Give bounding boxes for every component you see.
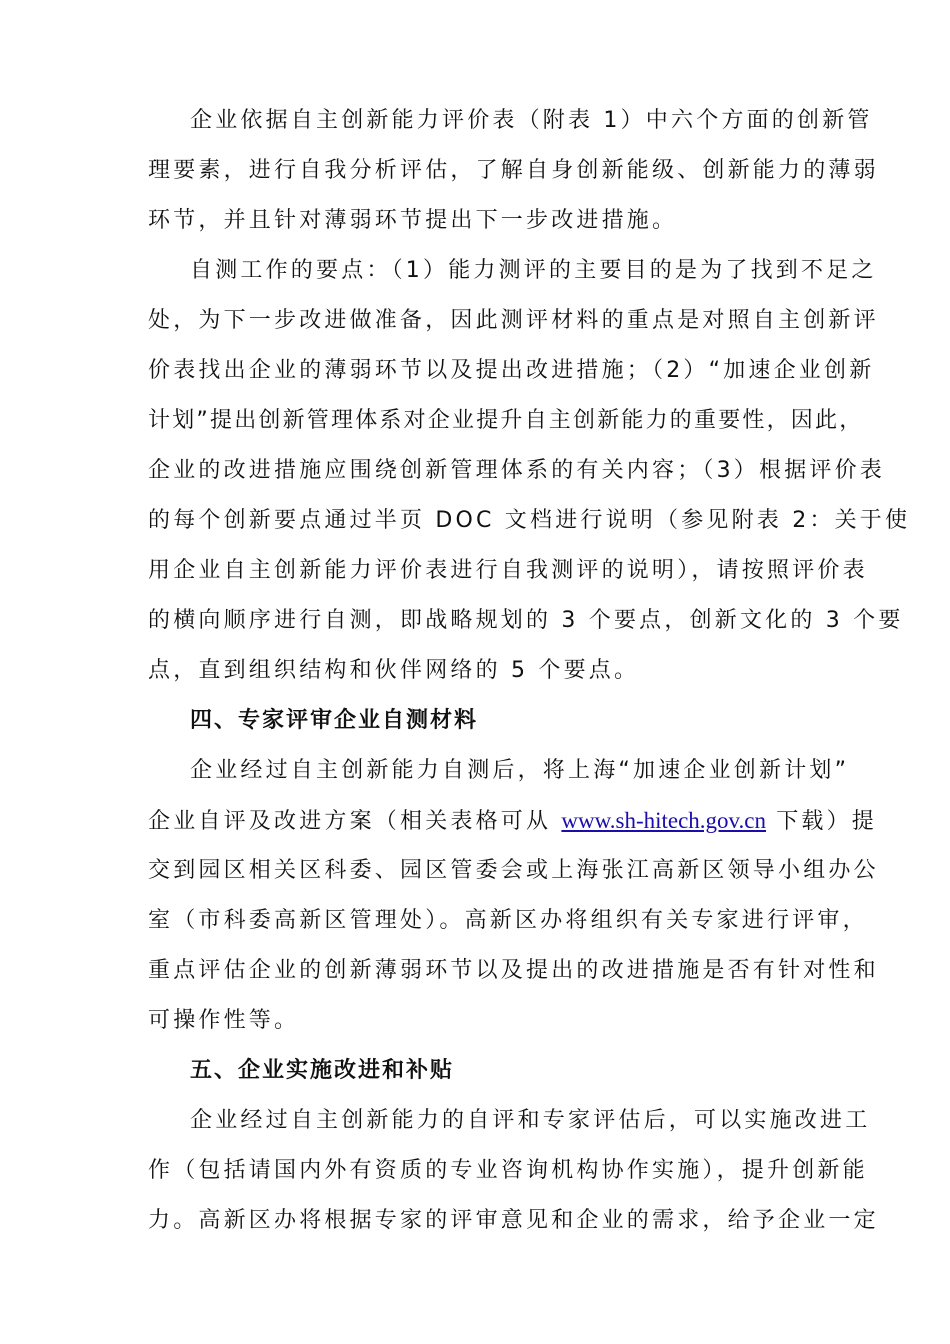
section-5-line-1: 企业经过自主创新能力的自评和专家评估后，可以实施改进工	[190, 1108, 871, 1133]
section-5-line-2: 作（包括请国内外有资质的专业咨询机构协作实施），提升创新能	[148, 1158, 868, 1183]
section-4-line-4: 室（市科委高新区管理处）。高新区办将组织有关专家进行评审，	[148, 908, 868, 933]
hitech-website-link[interactable]: www.sh-hitech.gov.cn	[561, 808, 767, 833]
paragraph-2-line-4: 计划”提出创新管理体系对企业提升自主创新能力的重要性，因此，	[148, 408, 864, 433]
paragraph-1-line-2: 理要素，进行自我分析评估，了解自身创新能级、创新能力的薄弱	[148, 158, 879, 183]
paragraph-2-line-5: 企业的改进措施应围绕创新管理体系的有关内容；（3）根据评价表	[148, 458, 885, 483]
paragraph-2-line-3: 价表找出企业的薄弱环节以及提出改进措施；（2）“加速企业创新	[148, 358, 875, 383]
section-4-line-2	[148, 806, 877, 837]
paragraph-2-line-1: 自测工作的要点：（1）能力测评的主要目的是为了找到不足之	[190, 258, 877, 283]
paragraph-2-line-6: 的每个创新要点通过半页 DOC 文档进行说明（参见附表 2：关于使	[148, 508, 911, 533]
paragraph-1-line-3: 环节，并且针对薄弱环节提出下一步改进措施。	[148, 208, 678, 233]
section-5-line-3: 力。高新区办将根据专家的评审意见和企业的需求，给予企业一定	[148, 1208, 879, 1233]
section-4-line-5: 重点评估企业的创新薄弱环节以及提出的改进措施是否有针对性和	[148, 958, 879, 983]
paragraph-2-line-7: 用企业自主创新能力评价表进行自我测评的说明），请按照评价表	[148, 558, 868, 583]
section-5-heading: 五、企业实施改进和补贴	[190, 1058, 455, 1083]
section-4-line-1: 企业经过自主创新能力自测后，将上海“加速企业创新计划”	[190, 758, 850, 783]
paragraph-2-line-9: 点，直到组织结构和伙伴网络的 5 个要点。	[148, 658, 640, 683]
paragraph-2-line-8: 的横向顺序进行自测，即战略规划的 3 个要点，创新文化的 3 个要	[148, 608, 904, 633]
section-4-line-2-before: 企业自评及改进方案（相关表格可从	[148, 809, 562, 834]
paragraph-2-line-2: 处，为下一步改进做准备，因此测评材料的重点是对照自主创新评	[148, 308, 879, 333]
section-4-heading: 四、专家评审企业自测材料	[190, 708, 479, 733]
section-4-line-6: 可操作性等。	[148, 1008, 300, 1033]
section-4-line-3: 交到园区相关区科委、园区管委会或上海张江高新区领导小组办公	[148, 858, 879, 883]
paragraph-1-line-1: 企业依据自主创新能力评价表（附表 1）中六个方面的创新管	[190, 108, 873, 133]
section-4-line-2-after: 下载）提	[766, 809, 878, 834]
